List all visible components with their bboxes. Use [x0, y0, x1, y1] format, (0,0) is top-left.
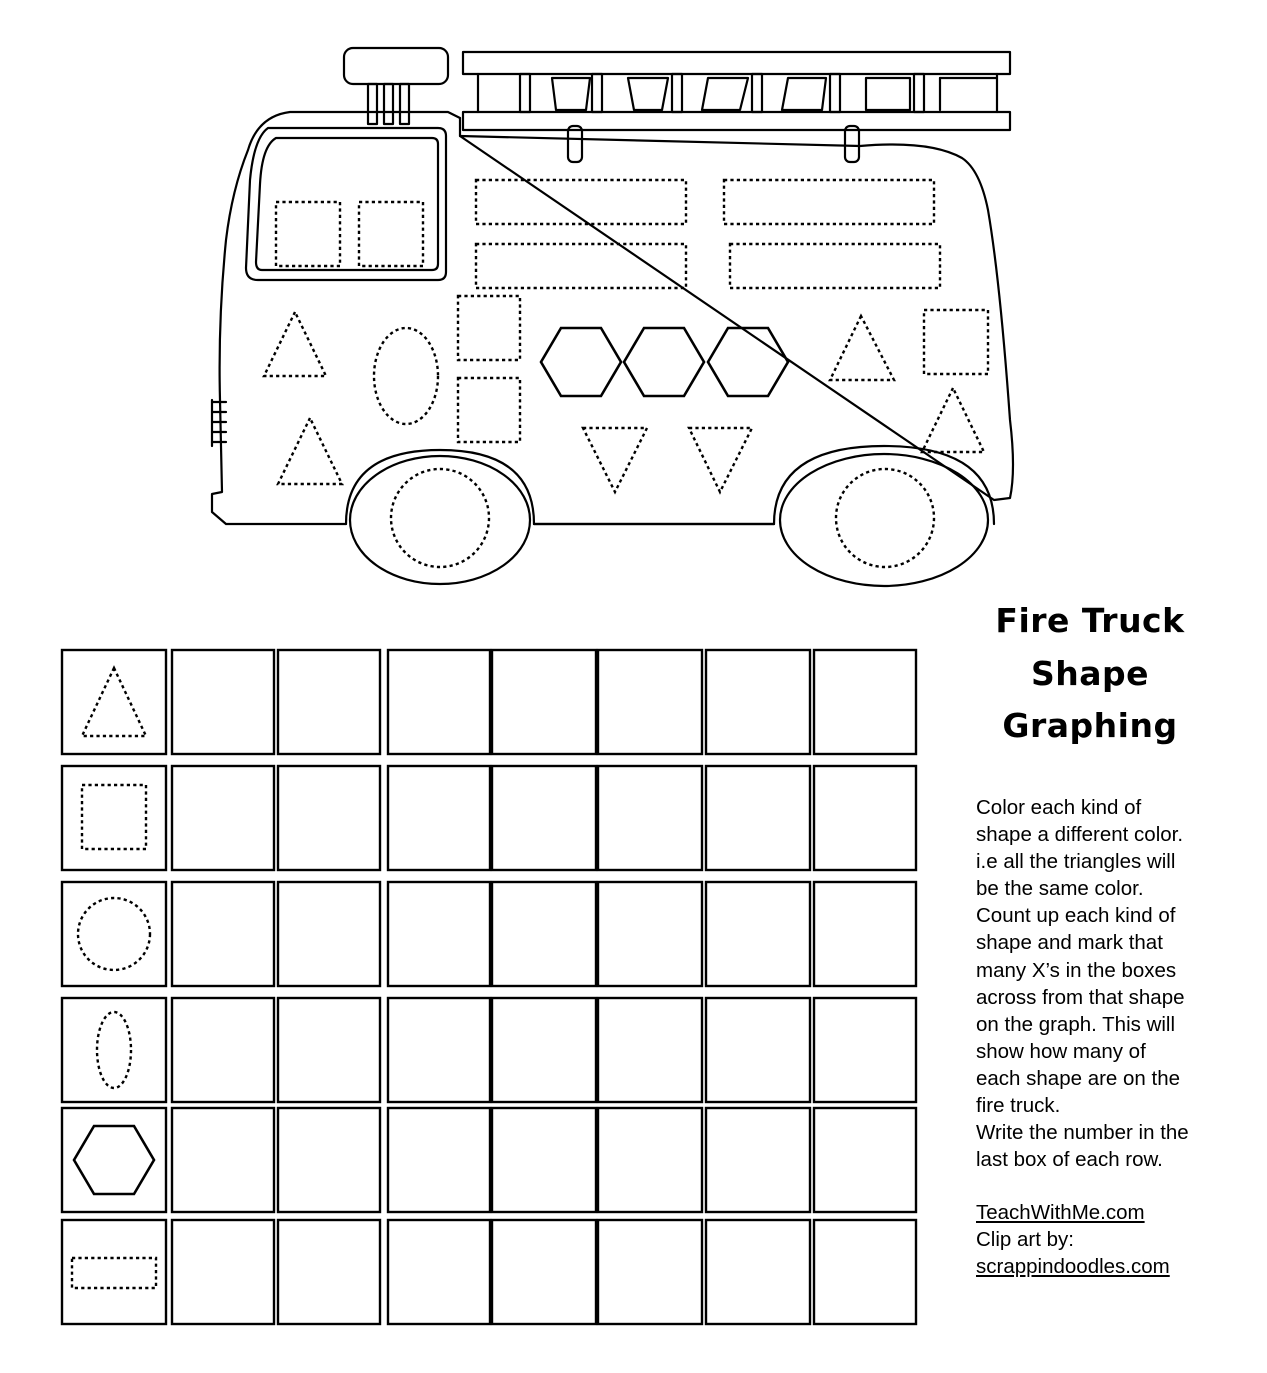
graph-cell[interactable]	[172, 882, 274, 986]
graph-cell[interactable]	[598, 882, 702, 986]
graph-cell[interactable]	[492, 766, 596, 870]
credits	[976, 1199, 1246, 1280]
graph-cell[interactable]	[492, 998, 596, 1102]
instruction-line: Count up each kind of	[976, 904, 1176, 928]
graph-cell[interactable]	[172, 998, 274, 1102]
instruction-line: Color each kind of	[976, 796, 1142, 819]
graph-cell[interactable]	[492, 650, 596, 754]
title-line-3: Graphing	[1002, 706, 1178, 745]
instruction-line: show how many of	[976, 1039, 1146, 1063]
triangle-icon	[82, 668, 146, 736]
graph-cell[interactable]	[278, 882, 380, 986]
graph-cell[interactable]	[492, 882, 596, 986]
circle-icon	[78, 898, 150, 970]
graph-cell[interactable]	[814, 766, 916, 870]
graph-key-cell	[62, 1108, 166, 1212]
instruction-line: each shape are on the	[976, 1066, 1181, 1090]
graph-cell[interactable]	[706, 1108, 810, 1212]
graph-cell[interactable]	[278, 998, 380, 1102]
graph-cell[interactable]	[814, 650, 916, 754]
graph-cell[interactable]	[278, 1220, 380, 1324]
instruction-line: last box of each row.	[976, 1148, 1163, 1172]
graph-cell[interactable]	[278, 650, 380, 754]
graph-cell[interactable]	[172, 1220, 274, 1324]
instruction-line: on the graph. This will	[976, 1012, 1176, 1036]
graph-cell[interactable]	[278, 766, 380, 870]
graph-cell[interactable]	[706, 650, 810, 754]
rectangle-icon	[72, 1258, 156, 1288]
instruction-line: i.e all the triangles will	[976, 850, 1176, 874]
graph-row-rectangle	[62, 1220, 916, 1324]
graph-cell[interactable]	[492, 1220, 596, 1324]
graph-cell[interactable]	[172, 1108, 274, 1212]
graph-cell[interactable]	[706, 998, 810, 1102]
graph-cell[interactable]	[278, 1108, 380, 1212]
graph-row-square	[62, 766, 916, 870]
graph-cell[interactable]	[598, 998, 702, 1102]
graph-cell[interactable]	[492, 1108, 596, 1212]
instruction-line: shape and mark that	[976, 931, 1163, 955]
graph-cell[interactable]	[388, 650, 490, 754]
instruction-line: many X’s in the boxes	[976, 958, 1177, 982]
instruction-line: be the same color.	[976, 877, 1144, 901]
graph-cell[interactable]	[706, 1220, 810, 1324]
graph-cell[interactable]	[706, 766, 810, 870]
hexagon-icon	[74, 1126, 154, 1194]
title-line-2: Shape	[1030, 654, 1150, 693]
graph-key-cell	[62, 1220, 166, 1324]
graph-cell[interactable]	[598, 1108, 702, 1212]
instruction-line: shape a different color.	[976, 823, 1184, 847]
graph-cell[interactable]	[598, 766, 702, 870]
scrappindoodles-link[interactable]: scrappindoodles.com	[976, 1255, 1170, 1279]
graph-cell[interactable]	[706, 882, 810, 986]
graph-key-cell	[62, 766, 166, 870]
teachwithme-link[interactable]: TeachWithMe.com	[976, 1201, 1145, 1224]
graph-cell[interactable]	[388, 766, 490, 870]
graph-cell[interactable]	[814, 998, 916, 1102]
clip-art-label: Clip art by:	[976, 1228, 1074, 1252]
graph-key-cell	[62, 998, 166, 1102]
graph-cell[interactable]	[814, 1108, 916, 1212]
instruction-line: fire truck.	[976, 1094, 1061, 1118]
graph-cell[interactable]	[388, 882, 490, 986]
graph-row-triangle	[62, 650, 916, 754]
graph-cell[interactable]	[172, 650, 274, 754]
graph-cell[interactable]	[814, 882, 916, 986]
graph-cell[interactable]	[172, 766, 274, 870]
graph-cell[interactable]	[598, 650, 702, 754]
instruction-line: across from that shape	[976, 985, 1185, 1009]
graph-cell[interactable]	[598, 1220, 702, 1324]
graph-row-circle	[62, 882, 916, 986]
square-icon	[82, 785, 146, 849]
graph-cell[interactable]	[388, 998, 490, 1102]
instruction-line: Write the number in the	[976, 1121, 1189, 1145]
graph-cell[interactable]	[388, 1108, 490, 1212]
graph-row-oval	[62, 998, 916, 1102]
title-line-1: Fire Truck	[995, 601, 1185, 640]
graph-cell[interactable]	[814, 1220, 916, 1324]
oval-icon	[97, 1012, 131, 1088]
instructions-text	[976, 794, 1246, 1173]
graph-cell[interactable]	[388, 1220, 490, 1324]
graph-row-hexagon	[62, 1108, 916, 1212]
